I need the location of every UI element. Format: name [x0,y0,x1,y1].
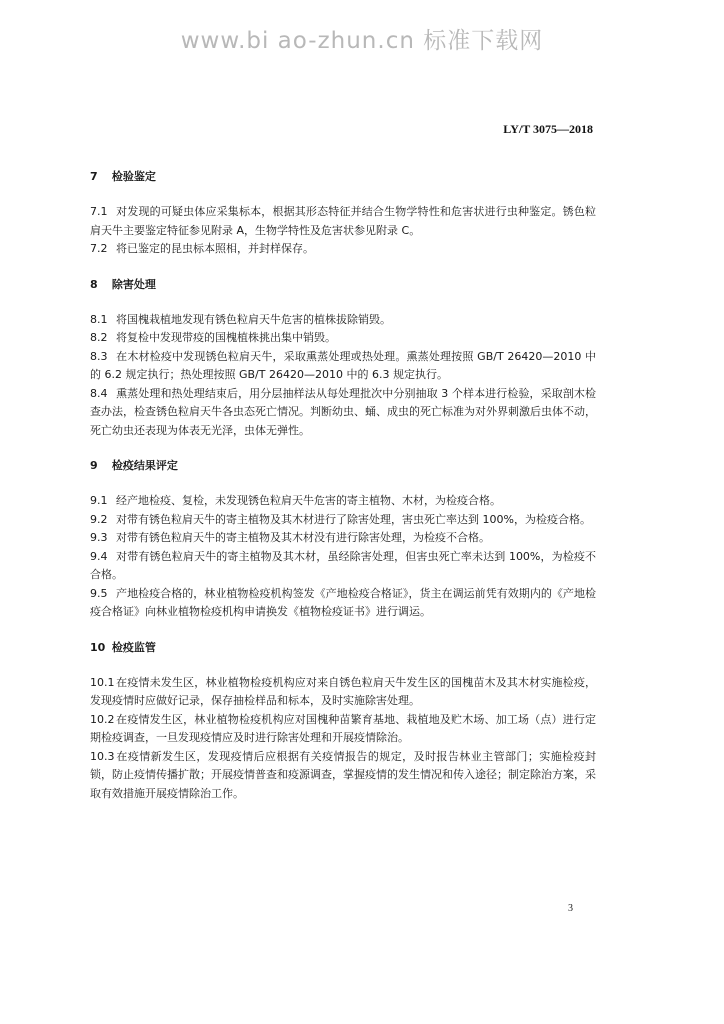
clause-number: 7.1 [90,205,108,218]
section-heading [90,639,596,657]
clause-number: 9.1 [90,494,108,507]
clause-number: 9.4 [90,549,108,563]
clause-9-1 [90,492,596,511]
clause-number: 7.2 [90,242,108,255]
clause-9-4 [90,548,596,585]
document-body [90,168,596,803]
section-8 [90,276,596,441]
clause-7-1 [90,203,596,240]
section-number: 8 [90,277,98,291]
clause-text: 对带有锈色粒肩天牛的寄主植物及其木材，虽经除害处理，但害虫死亡率未达到 100%，为检疫不合格。 [90,549,596,581]
standard-code: LY/T 3075—2018 [503,122,593,136]
clause-9-2 [90,511,596,530]
clause-text: 经产地检疫、复检，未发现锈色粒肩天牛危害的寄主植物、木材，为检疫合格。 [116,494,501,507]
clause-text: 在疫情未发生区，林业植物检疫机构应对来自锈色粒肩天牛发生区的国槐苗木及其木材实施检疫，发现疫情时应做好记录，保存抽检样品和标本，及时实施除害处理。 [90,675,596,707]
clause-number: 8.4 [90,386,108,400]
clause-number: 10.2 [90,712,115,726]
watermark: www.bi ao-zhun.cn 标准下载网 [180,28,544,54]
clause-8-1 [90,311,596,330]
section-title: 检疫监管 [111,640,156,654]
clause-text: 在木材检疫中发现锈色粒肩天牛，采取熏蒸处理或热处理。熏蒸处理按照 GB/T 26420—2010 中的 6.2 规定执行；热处理按照 GB/T 26420—2010 中的 6.3 规定执行。 [90,349,596,381]
section-title: 检疫结果评定 [111,459,178,472]
clause-text: 对发现的可疑虫体应采集标本，根据其形态特征并结合生物学特性和危害状进行虫种鉴定。锈色粒肩天牛主要鉴定特征参见附录 A，生物学特性及危害状参见附录 C。 [90,205,596,237]
section-title: 检验鉴定 [111,170,156,183]
clause-number: 8.2 [90,331,108,344]
clause-7-2 [90,240,596,259]
clause-number: 8.3 [90,349,108,363]
clause-text: 将已鉴定的昆虫标本照相，并封样保存。 [116,242,314,255]
clause-10-2 [90,711,596,748]
section-7 [90,168,596,259]
clause-text: 在疫情发生区，林业植物检疫机构应对国槐种苗繁育基地、栽植地及贮木场、加工场（点）进行定期检疫调查，一旦发现疫情应及时进行除害处理和开展疫情除治。 [90,712,596,744]
clause-10-3 [90,748,596,804]
clause-9-5 [90,585,596,622]
clause-number: 10.3 [90,749,115,763]
section-heading [90,276,596,294]
section-title: 除害处理 [111,277,156,291]
clause-9-3 [90,529,596,548]
clause-number: 10.1 [90,675,115,689]
section-number: 9 [90,459,98,472]
section-number: 7 [90,170,98,183]
clause-8-2 [90,329,596,348]
clause-8-4 [90,385,596,441]
clause-text: 熏蒸处理和热处理结束后，用分层抽样法从每处理批次中分别抽取 3 个样本进行检验，采取剖木检查办法，检查锈色粒肩天牛各虫态死亡情况。判断幼虫、蛹、成虫的死亡标准为对外界刺激后虫体不动，死亡幼虫还表现为体表无光泽，虫体无弹性。 [90,386,596,437]
clause-number: 8.1 [90,312,108,326]
clause-number: 9.2 [90,512,108,526]
section-number: 10 [90,640,106,654]
section-10 [90,639,596,804]
clause-text: 对带有锈色粒肩天牛的寄主植物及其木材进行了除害处理，害虫死亡率达到 100%，为检疫合格。 [116,512,591,526]
clause-number: 9.3 [90,531,108,544]
clause-text: 将复检中发现带疫的国槐植株挑出集中销毁。 [116,331,336,344]
section-heading [90,168,596,186]
section-9 [90,457,596,622]
clause-number: 9.5 [90,586,108,600]
clause-text: 对带有锈色粒肩天牛的寄主植物及其木材没有进行除害处理，为检疫不合格。 [116,531,490,544]
clause-text: 将国槐栽植地发现有锈色粒肩天牛危害的植株拔除销毁。 [116,312,391,326]
clause-text: 产地检疫合格的，林业植物检疫机构签发《产地检疫合格证》，货主在调运前凭有效期内的《产地检疫合格证》向林业植物检疫机构申请换发《植物检疫证书》进行调运。 [90,586,596,618]
clause-8-3 [90,348,596,385]
clause-text: 在疫情新发生区，发现疫情后应根据有关疫情报告的规定，及时报告林业主管部门；实施检疫封锁，防止疫情传播扩散；开展疫情普查和疫源调查，掌握疫情的发生情况和传入途径；制定除治方案，采取有效措施开展疫情除治工作。 [90,749,596,800]
page-number: 3 [568,903,573,914]
clause-10-1 [90,674,596,711]
section-heading [90,457,596,475]
